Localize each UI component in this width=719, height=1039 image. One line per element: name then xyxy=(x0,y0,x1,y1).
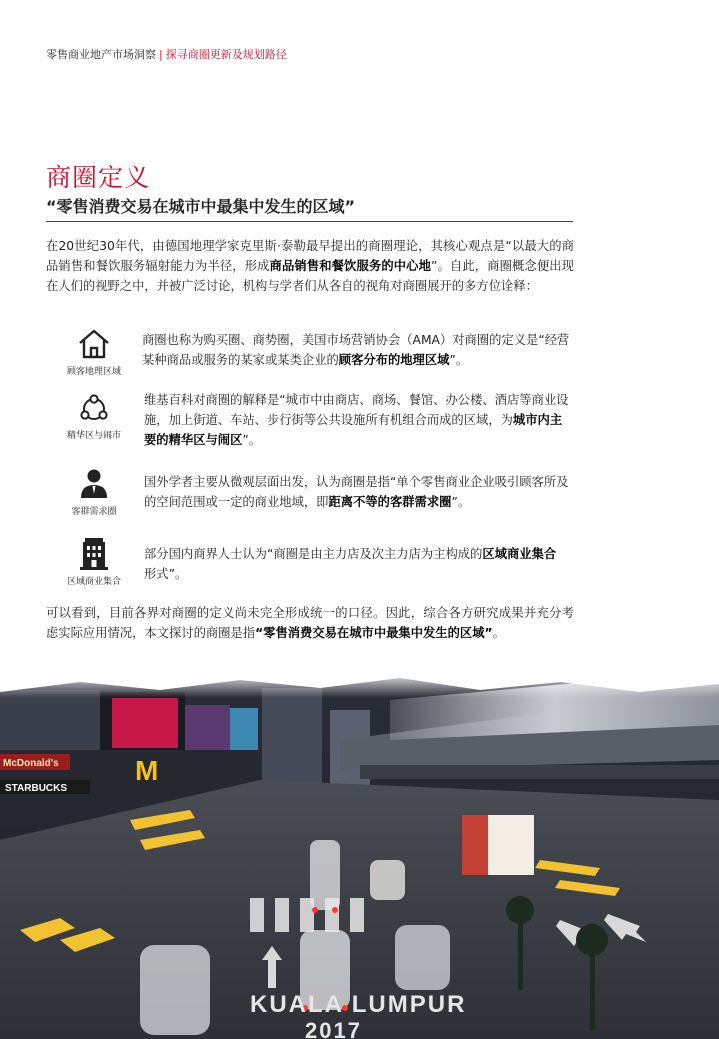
building-icon xyxy=(46,536,142,570)
definition-label: 精华区与闹市 xyxy=(66,431,121,441)
golden-arches-logo: M xyxy=(135,755,159,786)
definition-text: 商圈也称为购买圈、商势圈，美国市场营销协会（AMA）对商圈的定义是“经营某种商品或服务的某家或某类企业的顾客分布的地理区域”。 xyxy=(142,333,570,367)
running-header xyxy=(46,46,287,62)
section-title: 商圈定义 xyxy=(46,163,151,192)
city-street-photo xyxy=(0,670,719,1039)
header-report-title: 零售商业地产市场洞察 xyxy=(46,48,156,61)
definition-label: 顾客地理区域 xyxy=(66,367,121,377)
mcdonalds-sign: McDonald's xyxy=(3,758,59,769)
definition-text: 部分国内商界人士认为“商圈是由主力店及次主力店为主构成的区域商业集合形式”。 xyxy=(144,547,557,581)
road-marking-year: 2017 xyxy=(305,1018,362,1039)
header-subtitle: 探寻商圈更新及规划路径 xyxy=(165,48,287,61)
road-marking-text: KUALA LUMPUR xyxy=(250,991,467,1018)
divider xyxy=(46,221,573,222)
house-icon xyxy=(46,328,142,360)
definition-label: 区域商业集合 xyxy=(66,577,121,587)
intro-paragraph: 在20世纪30年代，由德国地理学家克里斯·泰勒最早提出的商圈理论，其核心观点是“以最大的商品销售和餐饮服务辐射能力为半径，形成商品销售和餐饮服务的中心地”。自此，商圈概念便出现在人们的视野之中，并被广泛讨论，机构与学者们从各自的视角对商圈展开的多方位诠释： xyxy=(46,239,574,293)
header-separator: | xyxy=(159,48,163,61)
conclusion-paragraph: 可以看到，目前各界对商圈的定义尚未完全形成统一的口径。因此，综合各方研究成果并充分考虑实际应用情况，本文探讨的商圈是指“零售消费交易在城市中最集中发生的区域”。 xyxy=(46,606,574,640)
definition-text: 国外学者主要从微观层面出发，认为商圈是指“单个零售商业企业吸引顾客所及的空间范围或一定的商业地域，即距离不等的客群需求圈”。 xyxy=(144,475,569,509)
section-quote: “零售消费交易在城市中最集中发生的区域” xyxy=(46,197,356,216)
definition-text: 维基百科对商圈的解释是“城市中由商店、商场、餐馆、办公楼、酒店等商业设施，加上街道、车站、步行街等公共设施所有机组合而成的区域，为城市内主要的精华区与闹区”。 xyxy=(144,393,569,447)
network-icon xyxy=(46,394,142,424)
starbucks-sign: STARBUCKS xyxy=(5,783,68,794)
person-icon xyxy=(46,468,142,500)
definition-label: 客群需求圈 xyxy=(71,507,117,517)
